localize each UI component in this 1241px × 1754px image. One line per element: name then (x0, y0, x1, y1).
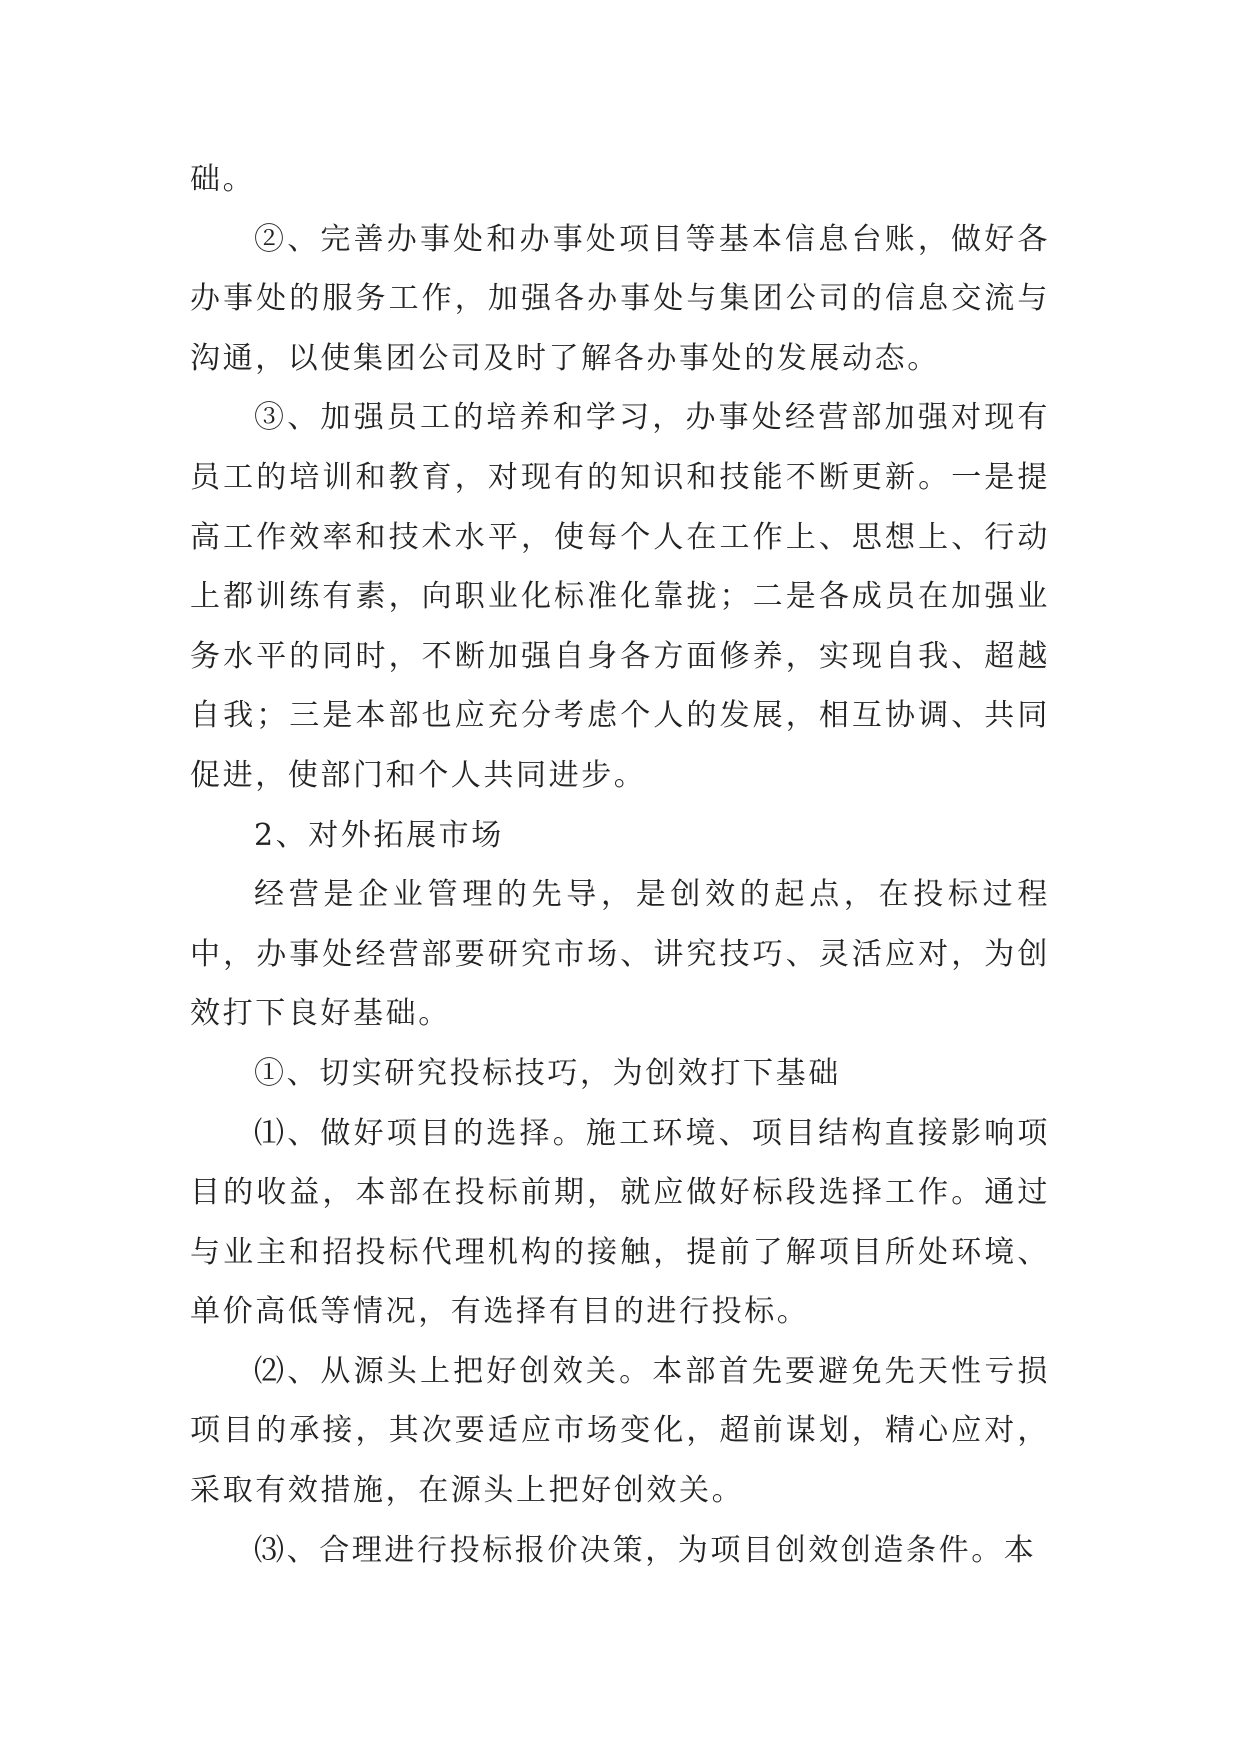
body-text (190, 150, 1050, 1580)
paragraph-point-1: ⑴、做好项目的选择。施工环境、项目结构直接影响项目的收益，本部在投标前期，就应做好标段选择工作。通过与业主和招投标代理机构的接触，提前了解项目所处环境、单价高低等情况，有选择有目的进行投标。 (190, 1115, 1050, 1330)
paragraph-item-3: ③、加强员工的培养和学习，办事处经营部加强对现有员工的培训和教育，对现有的知识和技能不断更新。一是提高工作效率和技术水平，使每个人在工作上、思想上、行动上都训练有素，向职业化标准化靠拢；二是各成员在加强业务水平的同时，不断加强自身各方面修养，实现自我、超越自我；三是本部也应充分考虑个人的发展，相互协调、共同促进，使部门和个人共同进步。 (190, 400, 1050, 793)
paragraph-continuation: 础。 (190, 162, 256, 197)
paragraph-item-2: ②、完善办事处和办事处项目等基本信息台账，做好各办事处的服务工作，加强各办事处与集团公司的信息交流与沟通，以使集团公司及时了解各办事处的发展动态。 (190, 221, 1050, 376)
subsection-heading: ①、切实研究投标技巧，为创效打下基础 (254, 1055, 841, 1091)
paragraph-point-3: ⑶、合理进行投标报价决策，为项目创效创造条件。本 (254, 1532, 1037, 1568)
paragraph-intro: 经营是企业管理的先导，是创效的起点，在投标过程中，办事处经营部要研究市场、讲究技巧、灵活应对，为创效打下良好基础。 (190, 877, 1050, 1032)
section-heading: 2、对外拓展市场 (254, 817, 504, 853)
paragraph-point-2: ⑵、从源头上把好创效关。本部首先要避免先天性亏损项目的承接，其次要适应市场变化，超前谋划，精心应对，采取有效措施，在源头上把好创效关。 (190, 1353, 1050, 1509)
